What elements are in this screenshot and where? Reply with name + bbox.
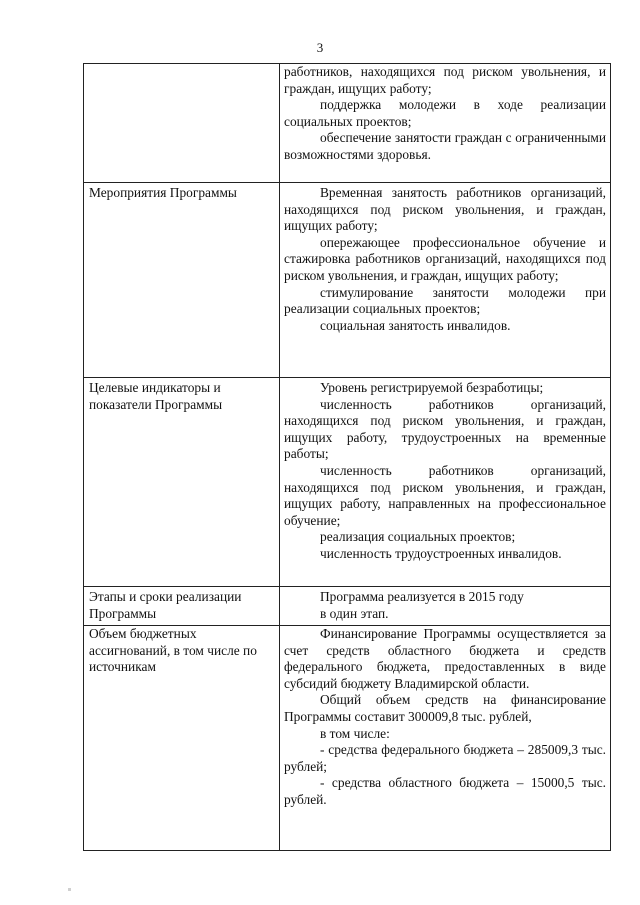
row-label: Мероприятия Программы xyxy=(84,183,280,378)
value-line: Программа реализуется в 2015 году xyxy=(320,589,524,604)
program-passport-table xyxy=(83,63,611,851)
table-row xyxy=(84,378,611,587)
scan-speck xyxy=(68,888,71,891)
row-label: Этапы и сроки реализации Программы xyxy=(84,587,280,626)
value-line: - средства областного бюджета – 15000,5 тыс. рублей. xyxy=(284,775,606,807)
value-line: численность трудоустроенных инвалидов. xyxy=(320,545,562,561)
table-row xyxy=(84,64,611,183)
value-line: опережающее профессиональное обучение и стажировка работников организаций, находящихся под риском увольнения, и граждан, ищущих работу; xyxy=(284,234,606,283)
value-line: - средства федерального бюджета – 285009,3 тыс. рублей; xyxy=(284,742,606,774)
value-line: Временная занятость работников организаций, находящихся под риском увольнения, и граждан, ищущих работу; xyxy=(284,185,606,234)
value-line: численность работников организаций, находящихся под риском увольнения, и граждан, ищущих работу, трудоустроенных на временные работы; xyxy=(284,396,606,462)
value-line: Финансирование Программы осуществляется за счет средств областного бюджета и средств федерального бюджета, предоставленных в виде субсидий бюджету Владимирской области. xyxy=(284,626,606,691)
row-label xyxy=(84,64,280,183)
page-number: 3 xyxy=(316,40,324,55)
table-row xyxy=(84,587,611,626)
value-line: реализация социальных проектов; xyxy=(320,529,516,545)
row-value xyxy=(280,378,611,587)
value-line: в один этап. xyxy=(320,605,389,621)
row-value xyxy=(280,587,611,626)
row-label: Целевые индикаторы и показатели Программы xyxy=(84,378,280,587)
value-line: поддержка молодежи в ходе реализации социальных проектов; xyxy=(284,97,606,129)
value-line: Уровень регистрируемой безработицы; xyxy=(320,380,544,395)
value-line: работников, находящихся под риском увольнения, и граждан, ищущих работу; xyxy=(284,64,606,96)
row-value xyxy=(280,64,611,183)
value-line: социальная занятость инвалидов. xyxy=(320,317,511,333)
table-row xyxy=(84,183,611,378)
value-line: стимулирование занятости молодежи при реализации социальных проектов; xyxy=(284,284,606,317)
row-value xyxy=(280,183,611,378)
row-value xyxy=(280,626,611,851)
value-line: обеспечение занятости граждан с ограниченными возможностями здоровья. xyxy=(284,130,606,162)
value-line: численность работников организаций, находящихся под риском увольнения, и граждан, ищущих работу, направленных на профессиональное обучение; xyxy=(284,462,606,528)
value-line: в том числе: xyxy=(320,725,390,741)
row-label: Объем бюджетных ассигнований, в том числе по источникам xyxy=(84,626,280,851)
table-row xyxy=(84,626,611,851)
value-line: Общий объем средств на финансирование Программы составит 300009,8 тыс. рублей, xyxy=(284,692,606,724)
